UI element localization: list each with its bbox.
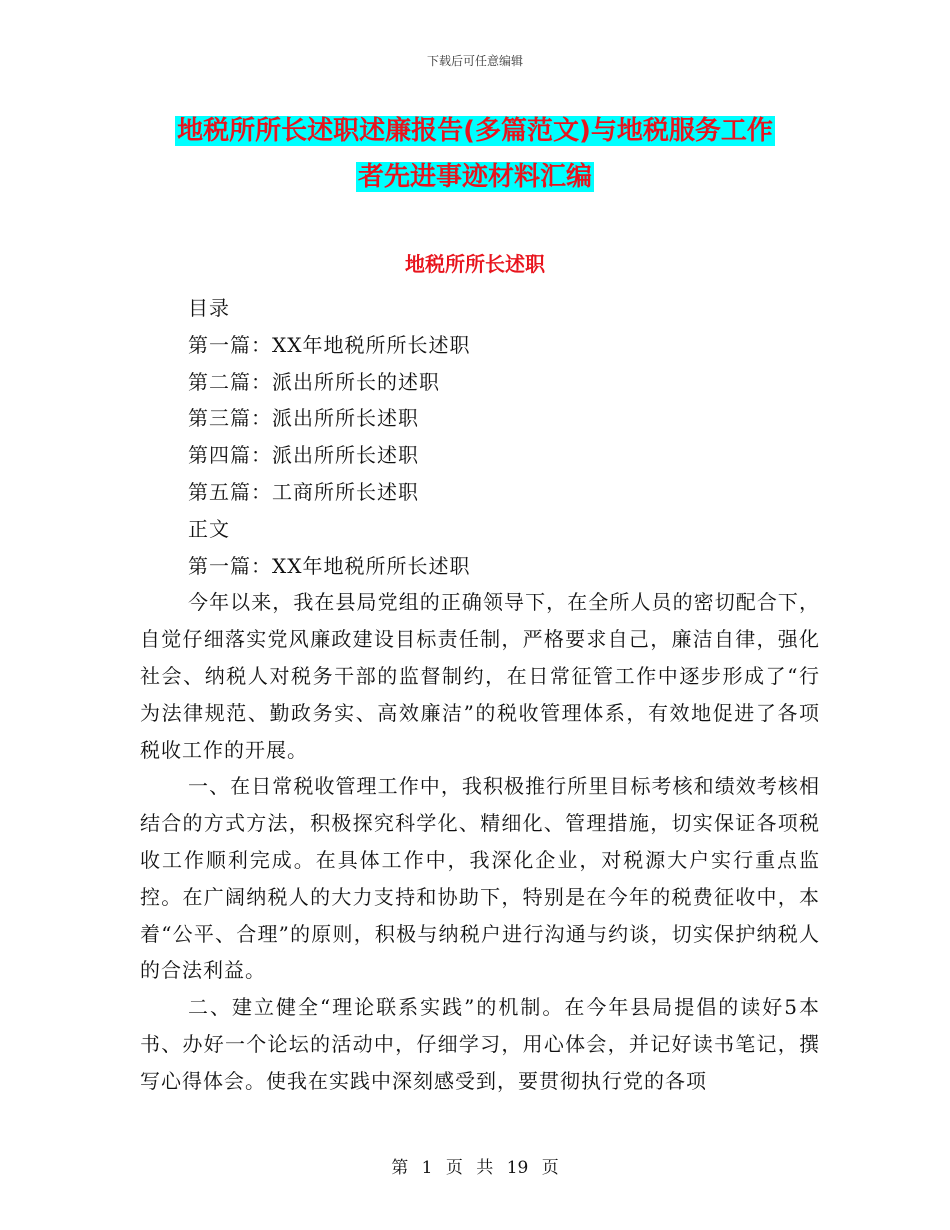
toc-item: 第五篇：工商所所长述职 bbox=[188, 479, 419, 504]
body-paragraph: 今年以来，我在县局党组的正确领导下，在全所人员的密切配合下，自觉仔细落实党风廉政建设目标责任制，严格要求自己，廉洁自律，强化社会、纳税人对税务干部的监督制约，在日常征管工作中逐步形成了“行为法律规范、勤政务实、高效廉洁”的税收管理体系，有效地促进了各项税收工作的开展。 bbox=[140, 590, 820, 762]
toc-item: 第一篇：XX年地税所所长述职 bbox=[188, 332, 471, 357]
page-footer: 第 1 页 共 19 页 bbox=[391, 1158, 559, 1178]
document-title bbox=[0, 108, 950, 200]
toc-item: 第二篇：派出所所长的述职 bbox=[188, 369, 440, 394]
document-body bbox=[140, 290, 820, 1100]
body-paragraph: 二、建立健全“理论联系实践”的机制。在今年县局提倡的读好5本书、办好一个论坛的活动中，仔细学习，用心体会，并记好读书笔记，撰写心得体会。使我在实践中深刻感受到，要贯彻执行党的各项 bbox=[140, 995, 820, 1093]
title-line-1: 地税所所长述职述廉报告(多篇范文)与地税服务工作 bbox=[177, 116, 773, 146]
chapter-heading: 第一篇：XX年地税所所长述职 bbox=[188, 553, 471, 578]
body-paragraph: 一、在日常税收管理工作中，我积极推行所里目标考核和绩效考核相结合的方式方法，积极探究科学化、精细化、管理措施，切实保证各项税收工作顺利完成。在具体工作中，我深化企业，对税源大户实行重点监控。在广阔纳税人的大力支持和协助下，特别是在今年的税费征收中，本着“公平、合理”的原则，积极与纳税户进行沟通与约谈，切实保护纳税人的合法利益。 bbox=[140, 774, 820, 983]
toc-item: 第三篇：派出所所长述职 bbox=[188, 406, 419, 431]
title-line-2: 者先进事迹材料汇编 bbox=[357, 162, 592, 192]
toc-item: 第四篇：派出所所长述职 bbox=[188, 443, 419, 468]
section-title: 地税所所长述职 bbox=[405, 252, 545, 276]
toc-heading: 目录 bbox=[188, 296, 230, 320]
body-heading: 正文 bbox=[188, 516, 230, 541]
header-note: 下载后可任意编辑 bbox=[426, 54, 523, 68]
